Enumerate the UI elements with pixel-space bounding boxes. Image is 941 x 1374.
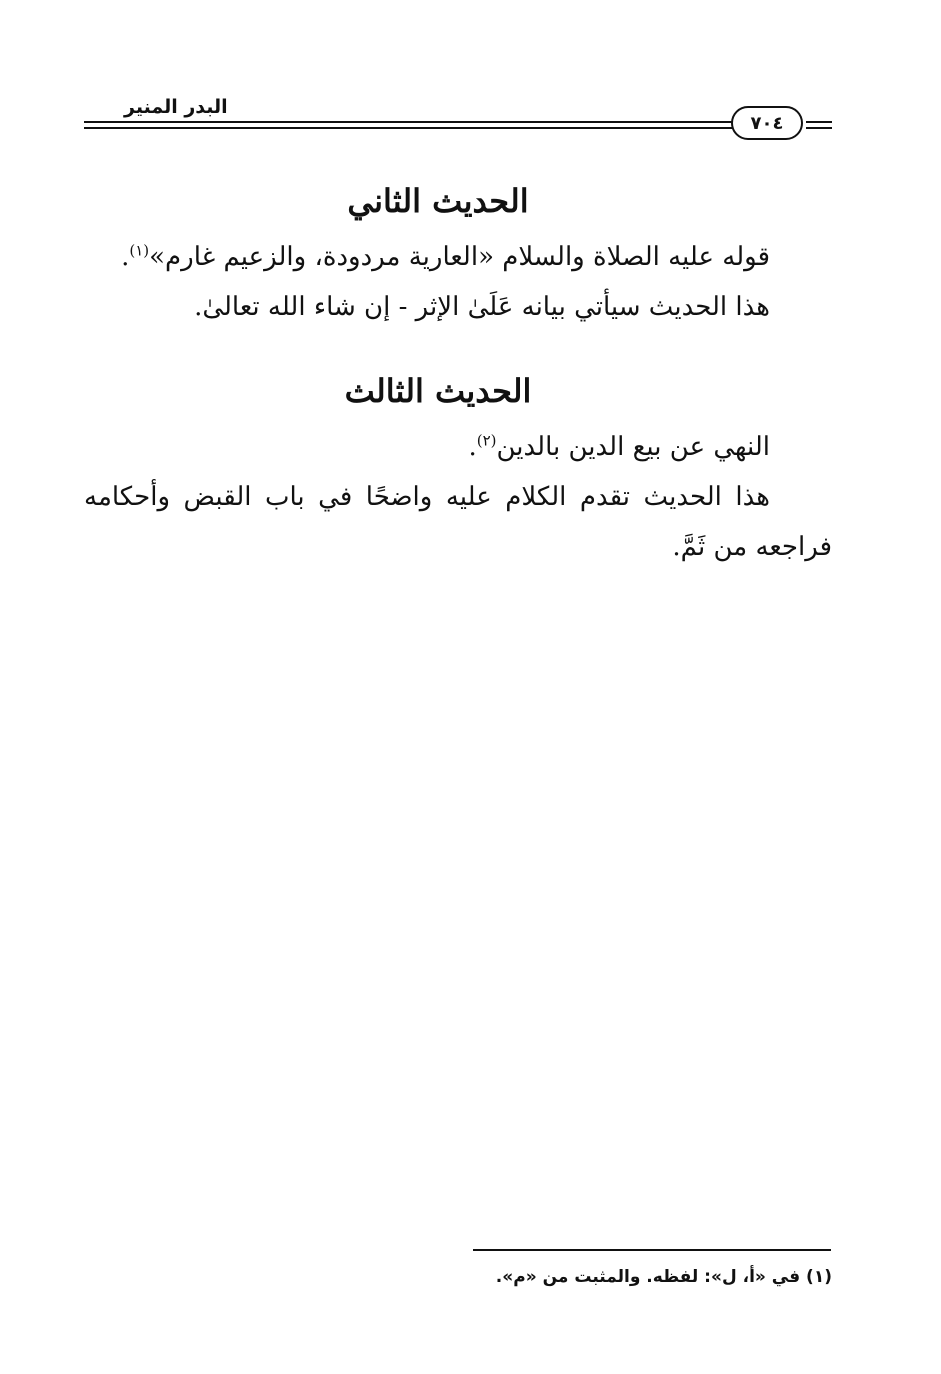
hadith-text (84, 422, 832, 472)
commentary-text (84, 282, 832, 332)
header-rule-bottom (84, 127, 734, 129)
footnote-ref: (١) (129, 241, 150, 260)
commentary-text (84, 472, 832, 572)
page-number: ٧٠٤ (731, 106, 803, 140)
header-rule-right-top (806, 121, 832, 123)
book-title: البدر المنير (124, 96, 228, 118)
text-line: قوله عليه الصلاة والسلام «العارية مردودة، والزعيم غارم» (149, 242, 770, 272)
text-line: هذا الحديث تقدم الكلام عليه واضحًا في باب القبض وأحكامه فراجعه من ثَمَّ. (84, 482, 832, 562)
footnote: (١) في «أ، ل»: لفظه. والمثبت من «م». (495, 1267, 832, 1287)
footnote-separator (473, 1249, 831, 1251)
footnote-ref: (٢) (476, 431, 497, 450)
hadith-text (84, 232, 832, 282)
header-rule-top (84, 121, 734, 123)
running-header (84, 92, 832, 148)
section-heading: الحديث الثاني (347, 182, 529, 220)
line-end: . (468, 432, 477, 462)
header-rule-right-bottom (806, 127, 832, 129)
text-line: هذا الحديث سيأتي بيانه عَلَىٰ الإثر - إن شاء الله تعالىٰ. (194, 292, 770, 322)
page-content (84, 170, 832, 572)
line-end: . (121, 242, 130, 272)
text-line: النهي عن بيع الدين بالدين (496, 432, 770, 462)
section-heading: الحديث الثالث (344, 372, 532, 410)
